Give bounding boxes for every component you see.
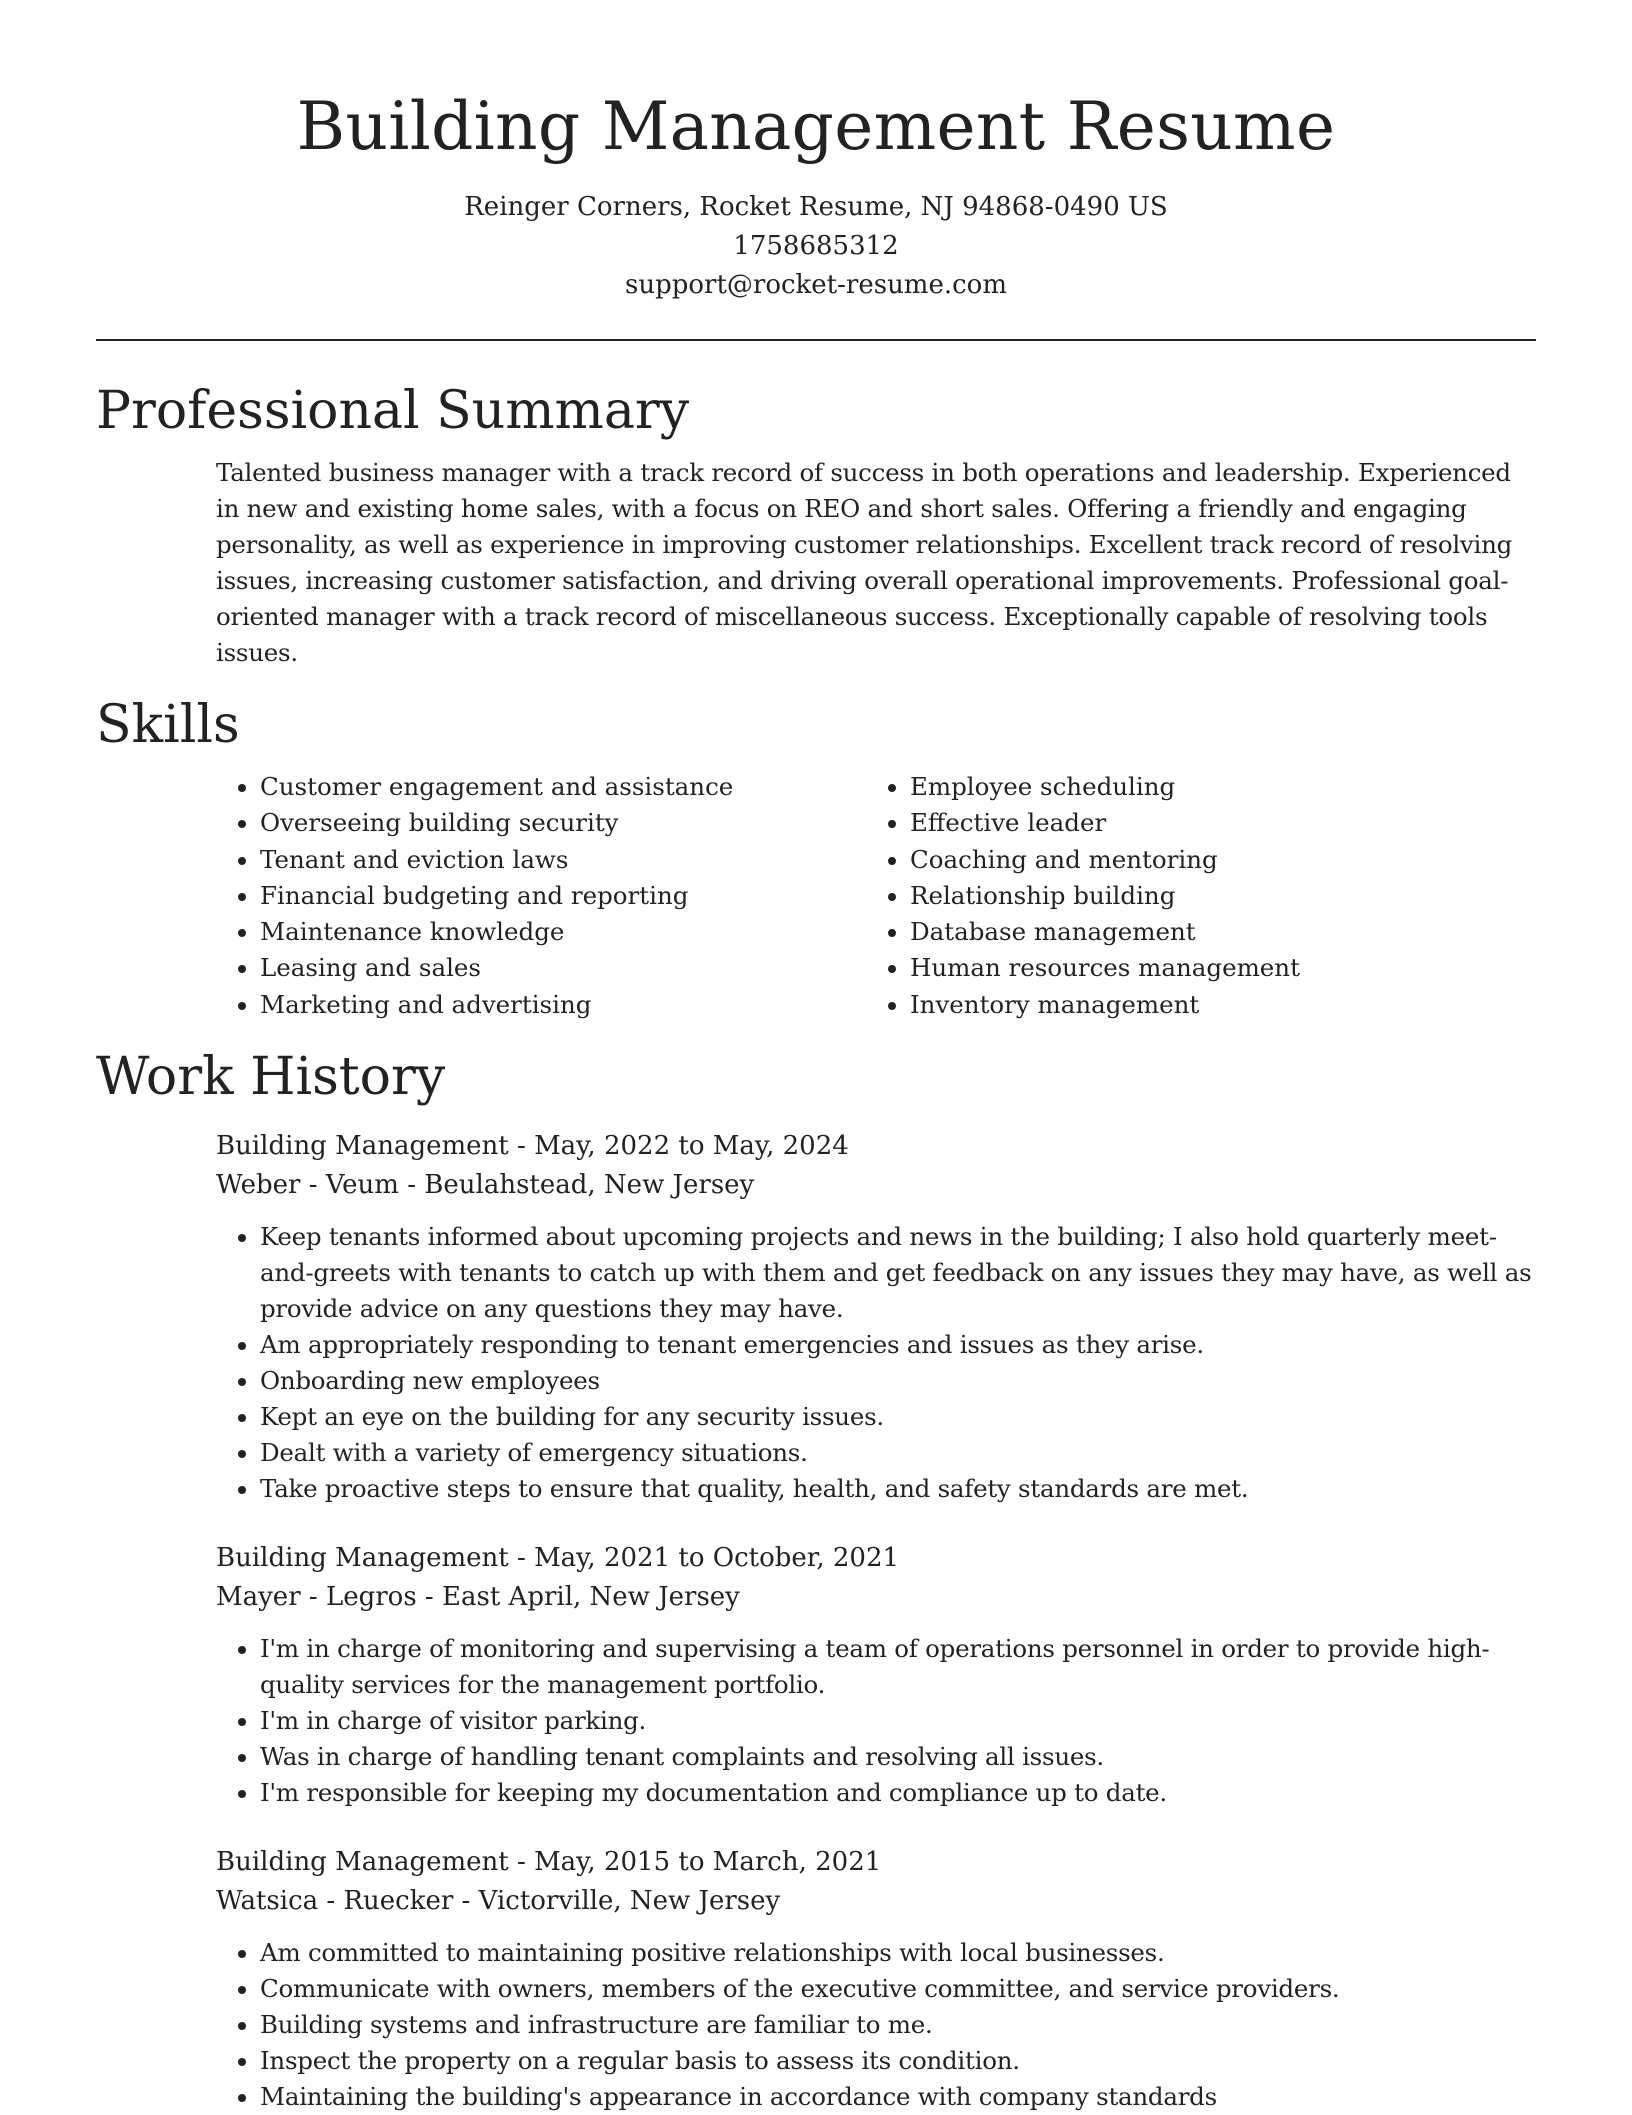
- section-title-summary: Professional Summary: [96, 381, 690, 441]
- job-bullet: • I'm in charge of visitor parking.: [260, 1703, 1536, 1739]
- job-bullet: • I'm in charge of monitoring and supervising a team of operations personnel in order to provide high-quality services for the management portfolio.: [260, 1631, 1536, 1703]
- summary-text: Talented business manager with a track record of success in both operations and leadership. Experienced in new and existing home sales, with a focus on REO and short sales. Offering a friendly and engaging personality, as well as experience in improving customer relationships. Excellent track record of resolving issues, increasing customer satisfaction, and driving overall operational improvements. Professional goal-oriented manager with a track record of miscellaneous success. Exceptionally capable of resolving tools issues.: [216, 458, 1513, 667]
- job-location: East April, New Jersey: [442, 1582, 740, 1613]
- job-entry: [216, 1539, 1536, 1811]
- job-dates: May, 2022 to May, 2024: [534, 1131, 849, 1162]
- skill-item: • Effective leader: [910, 805, 1516, 841]
- section-title-skills: Skills: [96, 695, 240, 755]
- separator: -: [453, 1886, 479, 1917]
- job-role: Building Management: [216, 1847, 509, 1878]
- skill-item: • Employee scheduling: [910, 769, 1516, 805]
- job-role: Building Management: [216, 1131, 509, 1162]
- skill-item: • Inventory management: [910, 987, 1516, 1023]
- resume-page: [96, 0, 1536, 2115]
- job-title-line: [216, 1127, 1536, 1166]
- job-entry: [216, 1843, 1536, 2115]
- job-role: Building Management: [216, 1543, 509, 1574]
- work-history-section: [96, 1045, 1536, 2115]
- job-company: Mayer - Legros: [216, 1582, 417, 1613]
- job-company: Weber - Veum: [216, 1170, 399, 1201]
- skill-item: • Marketing and advertising: [260, 987, 866, 1023]
- skill-item: • Maintenance knowledge: [260, 914, 866, 950]
- professional-summary-section: [96, 379, 1536, 671]
- job-entry: [216, 1127, 1536, 1507]
- job-bullet: • I'm responsible for keeping my documentation and compliance up to date.: [260, 1775, 1536, 1811]
- skill-item: • Tenant and eviction laws: [260, 842, 866, 878]
- job-company: Watsica - Ruecker: [216, 1886, 454, 1917]
- job-title-line: [216, 1843, 1536, 1882]
- job-bullet: • Maintaining the building's appearance in accordance with company standards: [260, 2079, 1536, 2115]
- job-location: Beulahstead, New Jersey: [424, 1170, 755, 1201]
- skill-item: • Coaching and mentoring: [910, 842, 1516, 878]
- job-dates: May, 2021 to October, 2021: [534, 1543, 900, 1574]
- job-company-line: [216, 1882, 1536, 1921]
- job-bullet: • Communicate with owners, members of the executive committee, and service providers.: [260, 1971, 1536, 2007]
- job-company-line: [216, 1166, 1536, 1205]
- separator: -: [416, 1582, 442, 1613]
- contact-email: support@rocket-resume.com: [624, 270, 1007, 300]
- contact-phone: 1758685312: [733, 231, 899, 261]
- skill-item: • Human resources management: [910, 950, 1516, 986]
- skill-item: • Leasing and sales: [260, 950, 866, 986]
- skill-item: • Database management: [910, 914, 1516, 950]
- job-location: Victorville, New Jersey: [478, 1886, 781, 1917]
- job-bullet: • Inspect the property on a regular basis to assess its condition.: [260, 2043, 1536, 2079]
- job-dates: May, 2015 to March, 2021: [534, 1847, 882, 1878]
- job-bullet: • Onboarding new employees: [260, 1363, 1536, 1399]
- skill-item: • Overseeing building security: [260, 805, 866, 841]
- skills-list-left: [216, 769, 866, 1023]
- contact-address: Reinger Corners, Rocket Resume, NJ 94868-0490 US: [464, 192, 1168, 222]
- job-bullet: • Building systems and infrastructure are familiar to me.: [260, 2007, 1536, 2043]
- section-title-work-history: Work History: [96, 1047, 446, 1108]
- job-bullet: • Take proactive steps to ensure that quality, health, and safety standards are met.: [260, 1471, 1536, 1507]
- job-bullet: • Keep tenants informed about upcoming projects and news in the building; I also hold quarterly meet-and-greets with tenants to catch up with them and get feedback on any issues they may have, as well as provide advice on any questions they may have.: [260, 1219, 1536, 1327]
- skills-columns: [216, 769, 1536, 1023]
- job-title-line: [216, 1539, 1536, 1578]
- skills-section: [96, 693, 1536, 1023]
- separator: -: [508, 1131, 535, 1162]
- job-bullet: • Kept an eye on the building for any security issues.: [260, 1399, 1536, 1435]
- skill-item: • Financial budgeting and reporting: [260, 878, 866, 914]
- separator: -: [508, 1847, 535, 1878]
- resume-header: [96, 0, 1536, 305]
- resume-title: Building Management Resume: [296, 88, 1336, 165]
- job-bullet: • Am appropriately responding to tenant emergencies and issues as they arise.: [260, 1327, 1536, 1363]
- job-company-line: [216, 1578, 1536, 1617]
- skill-item: • Customer engagement and assistance: [260, 769, 866, 805]
- job-bullet: • Am committed to maintaining positive relationships with local businesses.: [260, 1935, 1536, 1971]
- job-bullets: [216, 1219, 1536, 1507]
- job-bullet: • Dealt with a variety of emergency situations.: [260, 1435, 1536, 1471]
- separator: -: [508, 1543, 535, 1574]
- job-bullets: [216, 1631, 1536, 1811]
- skills-list-right: [866, 769, 1516, 1023]
- job-bullets: [216, 1935, 1536, 2115]
- job-bullet: • Was in charge of handling tenant complaints and resolving all issues.: [260, 1739, 1536, 1775]
- header-divider: [96, 339, 1536, 341]
- skill-item: • Relationship building: [910, 878, 1516, 914]
- separator: -: [398, 1170, 425, 1201]
